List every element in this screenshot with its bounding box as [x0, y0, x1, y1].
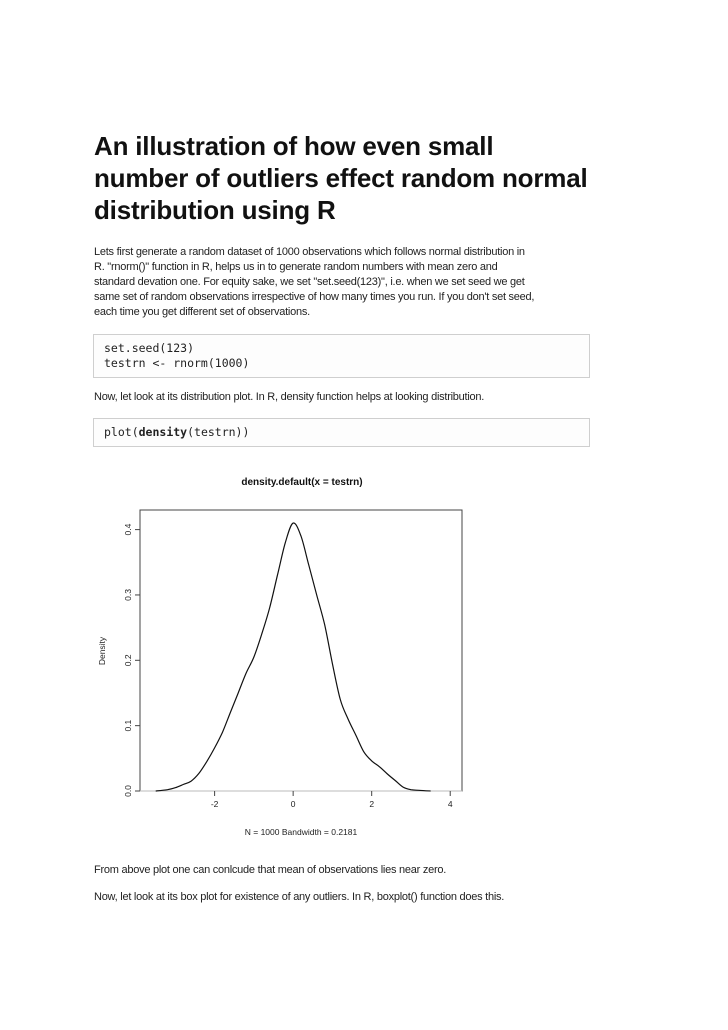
y-tick-label: 0.3	[123, 589, 133, 601]
intro-line-4: same set of random observations irrespective of how many times you run. If you don't set seed,	[94, 291, 535, 303]
intro-line-3: standard devation one. For equity sake, we set "set.seed(123)", i.e. when we set seed we get	[94, 276, 525, 288]
page-title	[94, 130, 694, 226]
boxplot-paragraph: Now, let look at its box plot for existence of any outliers. In R, boxplot() function does this.	[94, 891, 505, 903]
title-line-3: distribution using R	[94, 195, 336, 225]
y-axis	[123, 523, 140, 796]
intro-line-5: each time you get different set of observations.	[94, 306, 310, 318]
x-tick-label: 0	[290, 799, 296, 809]
title-line-1: An illustration of how even small	[94, 131, 494, 161]
title-line-2: number of outliers effect random normal	[94, 163, 588, 193]
intro-paragraph	[94, 245, 634, 320]
code-block-seed	[93, 334, 590, 378]
code-keyword: density	[138, 425, 188, 439]
y-axis-label: Density	[97, 636, 107, 666]
y-tick-label: 0.0	[123, 785, 133, 797]
x-tick-label: 4	[447, 799, 453, 809]
x-tick-label: 2	[369, 799, 375, 809]
intro-line-1: Lets first generate a random dataset of 1000 observations which follows normal distribution in	[94, 246, 525, 258]
density-plot	[90, 470, 490, 840]
code-prefix: plot(	[104, 425, 139, 439]
conclusion-paragraph: From above plot one can conlcude that mean of observations lies near zero.	[94, 864, 447, 876]
code-line	[104, 425, 579, 440]
y-tick-label: 0.4	[123, 523, 133, 536]
code-suffix: (testrn))	[187, 425, 250, 439]
code-line: testrn <- rnorm(1000)	[104, 356, 250, 370]
plot-frame	[140, 510, 462, 791]
y-tick-label: 0.1	[123, 719, 133, 732]
intro-line-2: R. "rnorm()" function in R, helps us in to generate random numbers with mean zero and	[94, 261, 498, 273]
x-tick-label: -2	[210, 799, 219, 809]
x-axis	[211, 791, 453, 809]
code-block-plot	[93, 418, 590, 447]
chart-title: density.default(x = testrn)	[241, 477, 363, 488]
density-curve	[156, 523, 431, 791]
distribution-paragraph: Now, let look at its distribution plot. In R, density function helps at looking distribution.	[94, 391, 485, 403]
y-tick-label: 0.2	[123, 654, 133, 667]
code-line: set.seed(123)	[104, 341, 195, 355]
x-axis-label: N = 1000 Bandwidth = 0.2181	[244, 827, 358, 837]
